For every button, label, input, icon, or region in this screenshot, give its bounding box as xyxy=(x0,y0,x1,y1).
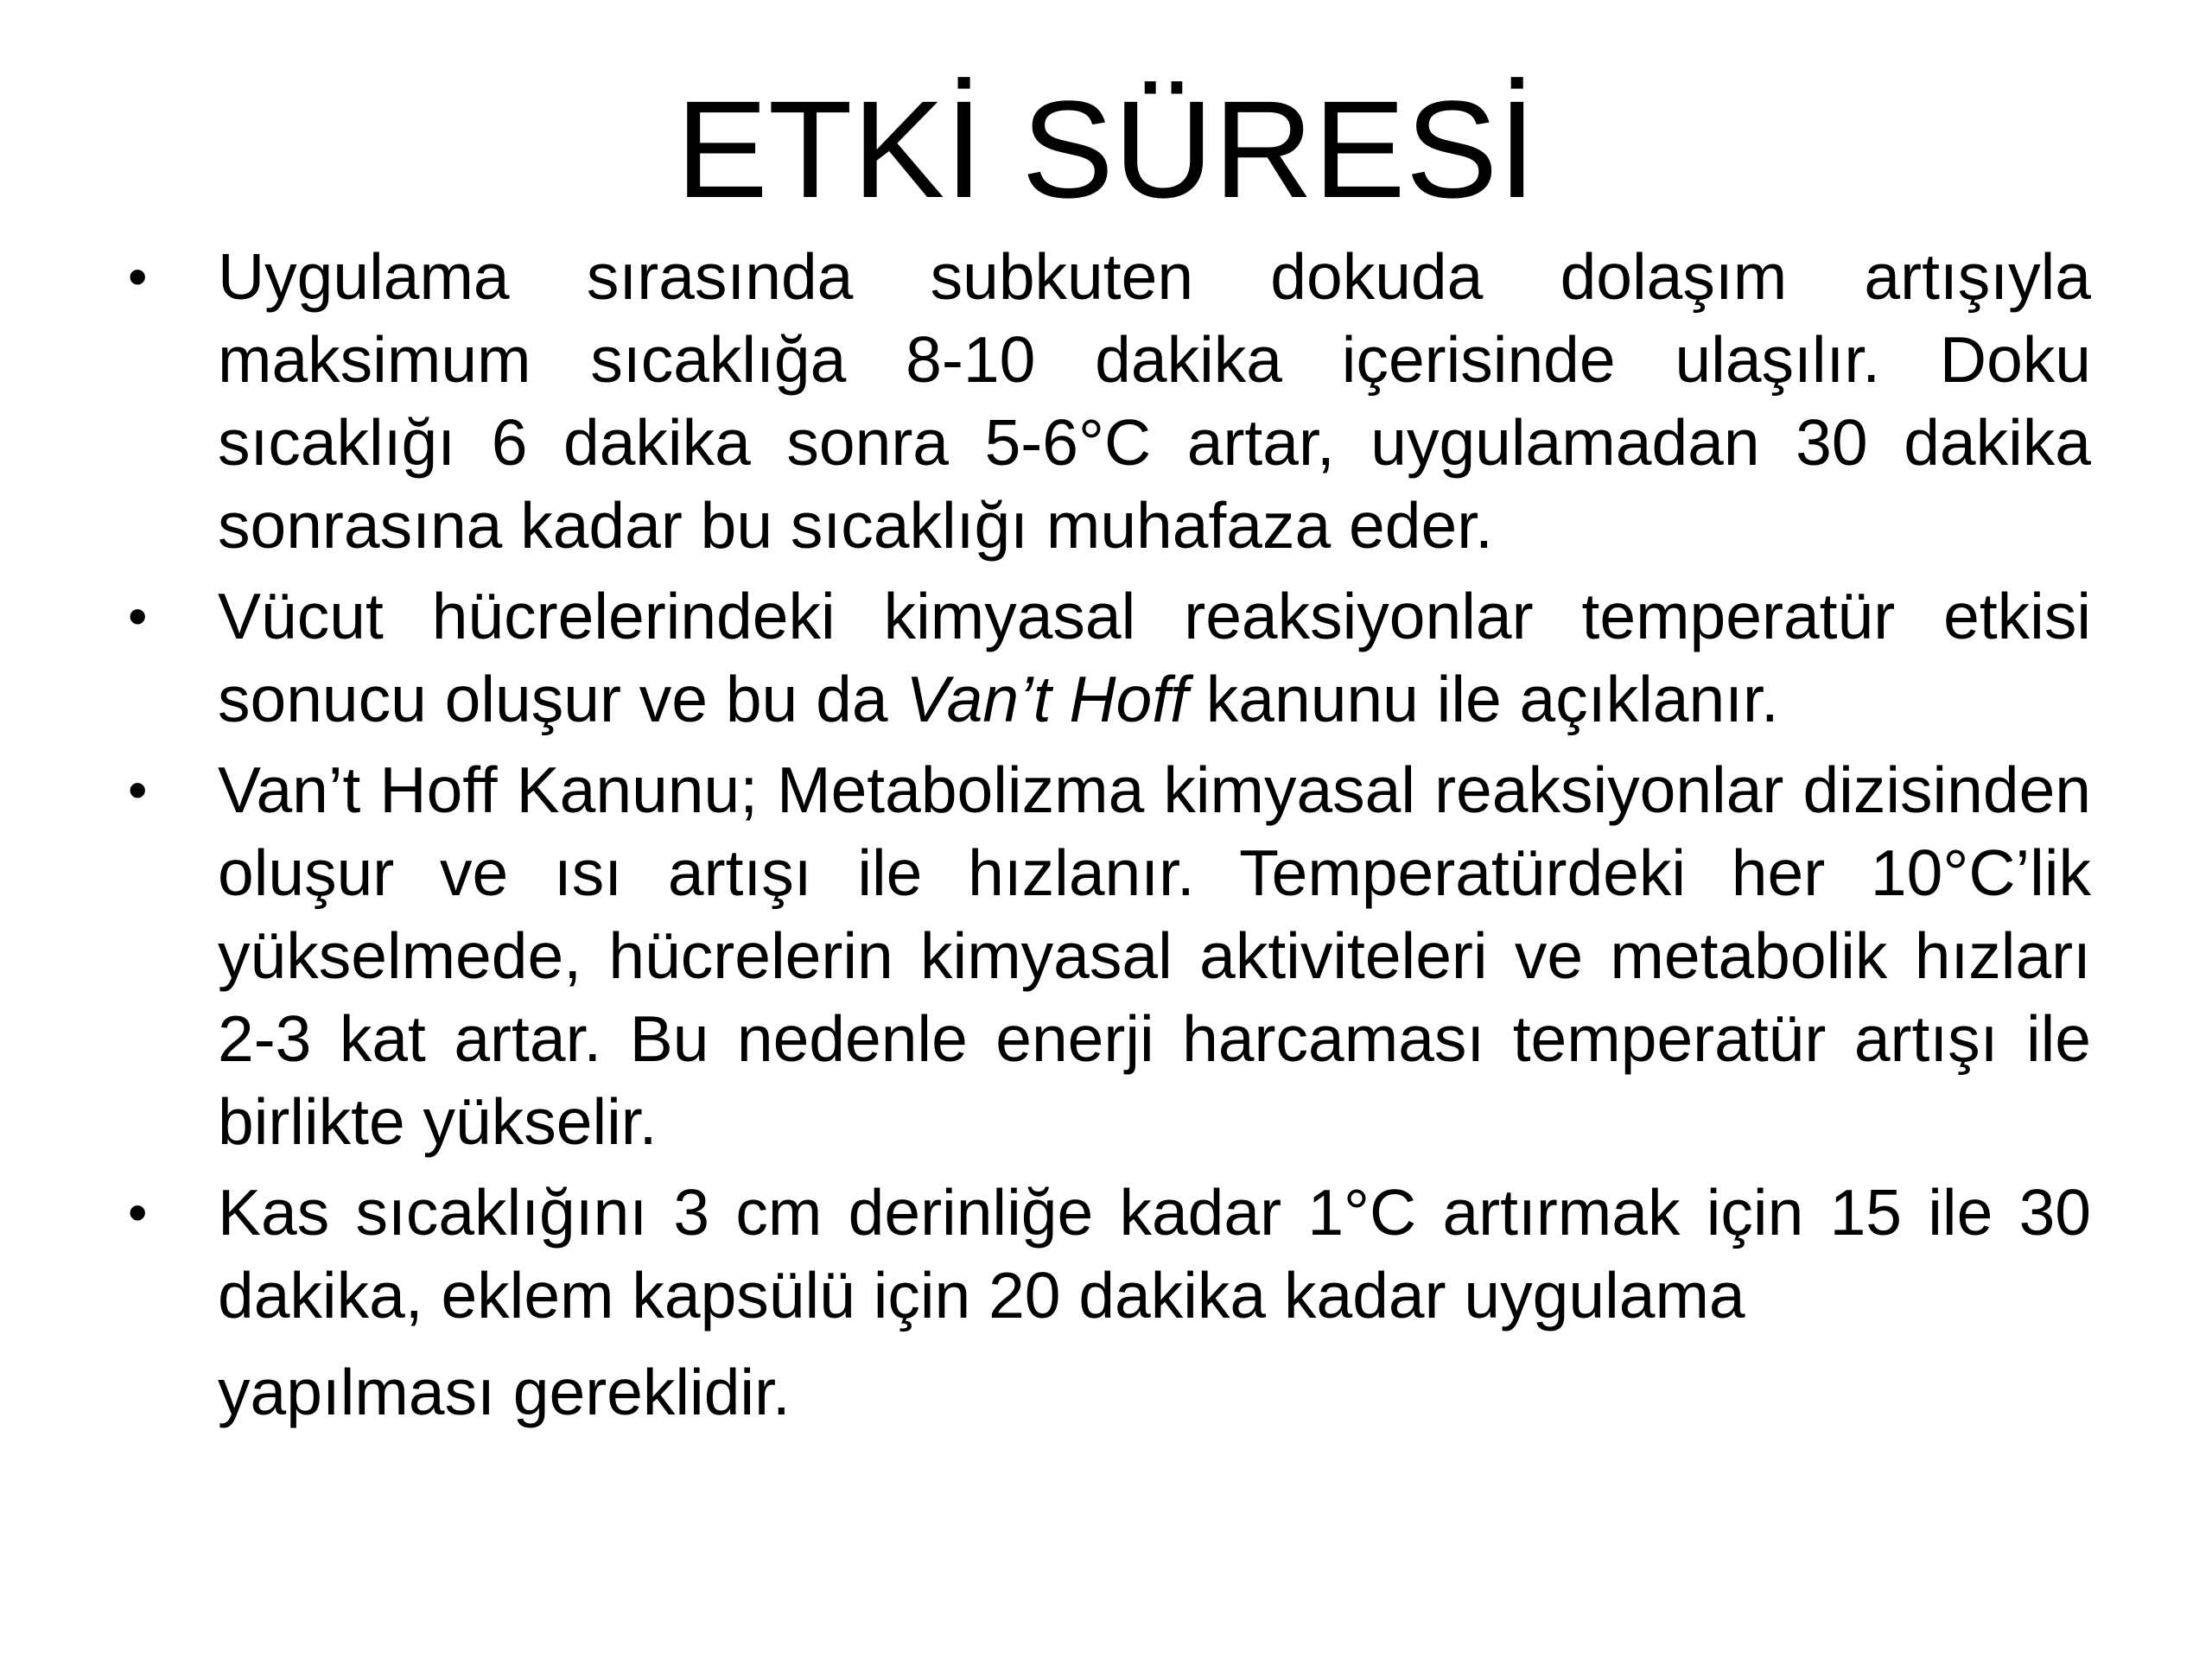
bullet-marker: • xyxy=(128,1181,148,1243)
bullet-marker: • xyxy=(128,759,148,821)
bullet-text-last-line: yapılması gereklidir. xyxy=(218,1356,791,1428)
bullet-marker: • xyxy=(128,245,148,308)
bullet-item-1 xyxy=(121,235,2091,567)
bullet-text: Kas sıcaklığını 3 cm derinliğe kadar 1°C artırmak için 15 ile 30 dakika, eklem kapsülü için 20 dakika kadar uygulama xyxy=(218,1176,2091,1332)
bullet-text-italic: Van’t Hoff xyxy=(906,663,1188,735)
bullet-item-3 xyxy=(121,748,2091,1163)
bullet-text: Uygulama sırasında subkuten dokuda dolaşım artışıyla maksimum sıcaklığa 8-10 dakika içerisinde ulaşılır. Doku sıcaklığı 6 dakika sonra 5-6°C artar, uygulamadan 30 dakika sonrasına kadar bu sıcaklığı muhafaza eder. xyxy=(218,240,2091,562)
bullet-text: Van’t Hoff Kanunu; Metabolizma kimyasal reaksiyonlar dizisinden oluşur ve ısı artışı ile hızlanır. Temperatürdeki her 10°C’lik yükselmede, hücrelerin kimyasal aktiviteleri ve metabolik hızları 2-3 kat artar. Bu nedenle enerji harcaması temperatür artışı ile birlikte yükselir. xyxy=(218,753,2091,1158)
bullet-item-4 xyxy=(121,1171,2091,1433)
bullet-text: kanunu ile açıklanır. xyxy=(1187,663,1779,735)
slide-title: ETKİ SÜRESİ xyxy=(676,72,1536,226)
bullet-marker: • xyxy=(128,585,148,647)
bullet-list xyxy=(121,235,2091,1441)
bullet-text: Vücut hücrelerindeki kimyasal reaksiyonlar temperatür etkisi sonucu oluşur ve bu da xyxy=(218,580,2091,735)
bullet-item-2 xyxy=(121,575,2091,741)
